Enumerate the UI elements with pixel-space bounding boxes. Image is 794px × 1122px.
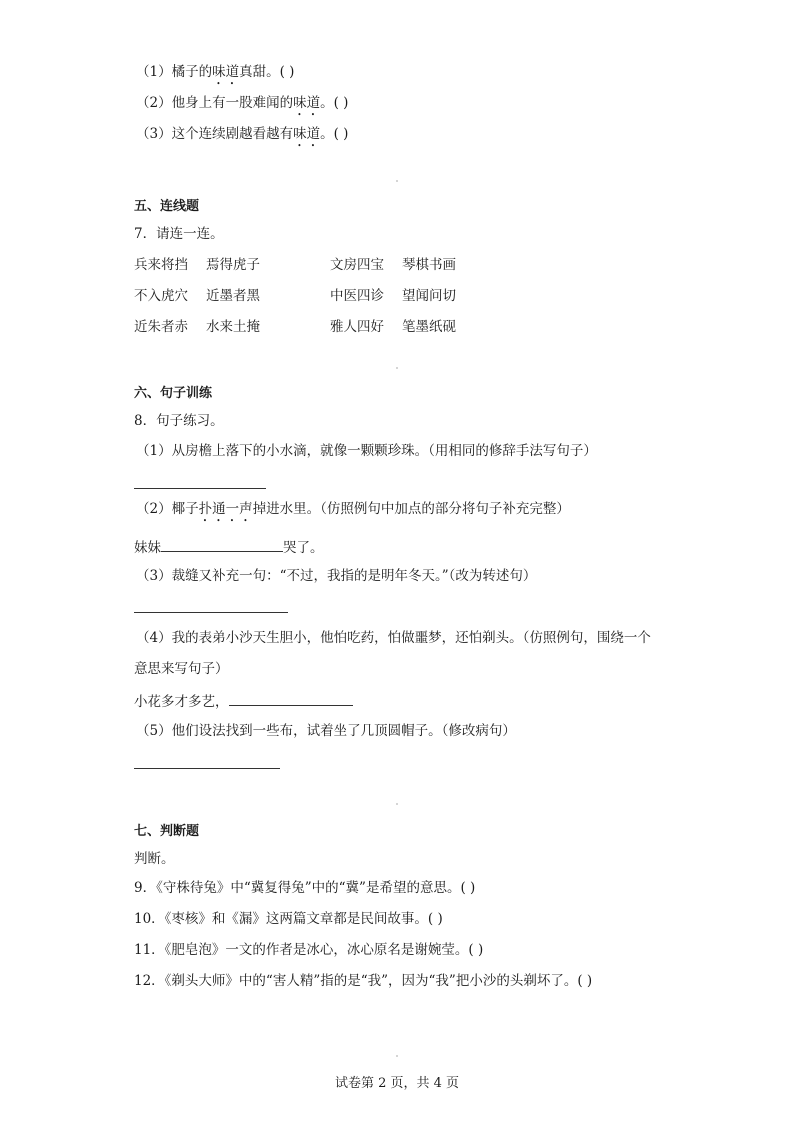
page-separator-dot xyxy=(396,180,398,182)
answer-blank[interactable] xyxy=(161,537,283,552)
match-item[interactable]: 琴棋书画 xyxy=(402,257,456,273)
judgment-item: 10．《枣核》和《漏》这两篇文章都是民间故事。( ) xyxy=(134,911,443,927)
match-item[interactable]: 兵来将挡 xyxy=(134,257,188,273)
match-item[interactable]: 近朱者赤 xyxy=(134,319,188,335)
page-separator-dot xyxy=(396,803,398,805)
fill-in-sentence: 小花多才多艺， xyxy=(134,691,353,711)
emphasized-word: 味道 xyxy=(293,95,321,111)
question-title: 8．句子练习。 xyxy=(134,413,224,429)
answer-line[interactable] xyxy=(134,768,280,769)
sentence-prompt: （1）从房檐上落下的小水滴，就像一颗颗珍珠。（用相同的修辞手法写句子） xyxy=(136,443,597,459)
emphasized-word: 味道 xyxy=(212,64,240,80)
sentence-prompt: （4）我的表弟小沙天生胆小，他怕吃药，怕做噩梦，还怕剃头。（仿照例句，围绕一个 xyxy=(136,630,651,646)
answer-line[interactable] xyxy=(134,488,266,489)
match-item[interactable]: 文房四宝 xyxy=(330,257,384,273)
question-title: 7．请连一连。 xyxy=(134,226,224,242)
page-separator-dot xyxy=(396,1055,398,1057)
match-item[interactable]: 笔墨纸砚 xyxy=(402,319,456,335)
match-item[interactable]: 水来土掩 xyxy=(206,319,260,335)
question-item: （1）橘子的味道真甜。( ) xyxy=(136,64,295,80)
match-item[interactable]: 中医四诊 xyxy=(330,288,384,304)
sentence-prompt: （3）裁缝又补充一句：“不过，我指的是明年冬天。”（改为转述句） xyxy=(136,568,537,584)
match-item[interactable]: 望闻问切 xyxy=(402,288,456,304)
fill-in-sentence: 妹妹 哭了。 xyxy=(134,537,324,557)
judgment-item: 9．《守株待兔》中“冀复得兔”中的“冀”是希望的意思。( ) xyxy=(134,880,476,896)
page-separator-dot xyxy=(396,367,398,369)
section-heading: 六、句子训练 xyxy=(134,386,213,401)
sentence-prompt: 意思来写句子） xyxy=(134,661,229,677)
section-intro: 判断。 xyxy=(134,851,175,867)
page-footer: 试卷第 2 页，共 4 页 xyxy=(334,1076,460,1091)
answer-blank[interactable] xyxy=(229,691,353,706)
match-item[interactable]: 近墨者黑 xyxy=(206,288,260,304)
answer-line[interactable] xyxy=(134,612,288,613)
emphasized-word: 扑通一声 xyxy=(198,501,253,517)
match-item[interactable]: 不入虎穴 xyxy=(134,288,188,304)
judgment-item: 12．《剃头大师》中的“害人精”指的是“我”，因为“我”把小沙的头剃坏了。( ) xyxy=(134,973,593,989)
judgment-item: 11．《肥皂泡》一文的作者是冰心，冰心原名是谢婉莹。( ) xyxy=(134,942,484,958)
sentence-prompt: （5）他们设法找到一些布，试着坐了几顶圆帽子。（修改病句） xyxy=(136,723,516,739)
question-item: （3）这个连续剧越看越有味道。( ) xyxy=(136,126,349,142)
match-item[interactable]: 焉得虎子 xyxy=(206,257,260,273)
emphasized-word: 味道 xyxy=(293,126,321,142)
question-item: （2）他身上有一股难闻的味道。( ) xyxy=(136,95,349,111)
sentence-prompt: （2）椰子扑通一声掉进水里。（仿照例句中加点的部分将句子补充完整） xyxy=(136,501,570,517)
section-heading: 七、判断题 xyxy=(134,824,200,839)
match-item[interactable]: 雅人四好 xyxy=(330,319,384,335)
section-heading: 五、连线题 xyxy=(134,199,200,214)
